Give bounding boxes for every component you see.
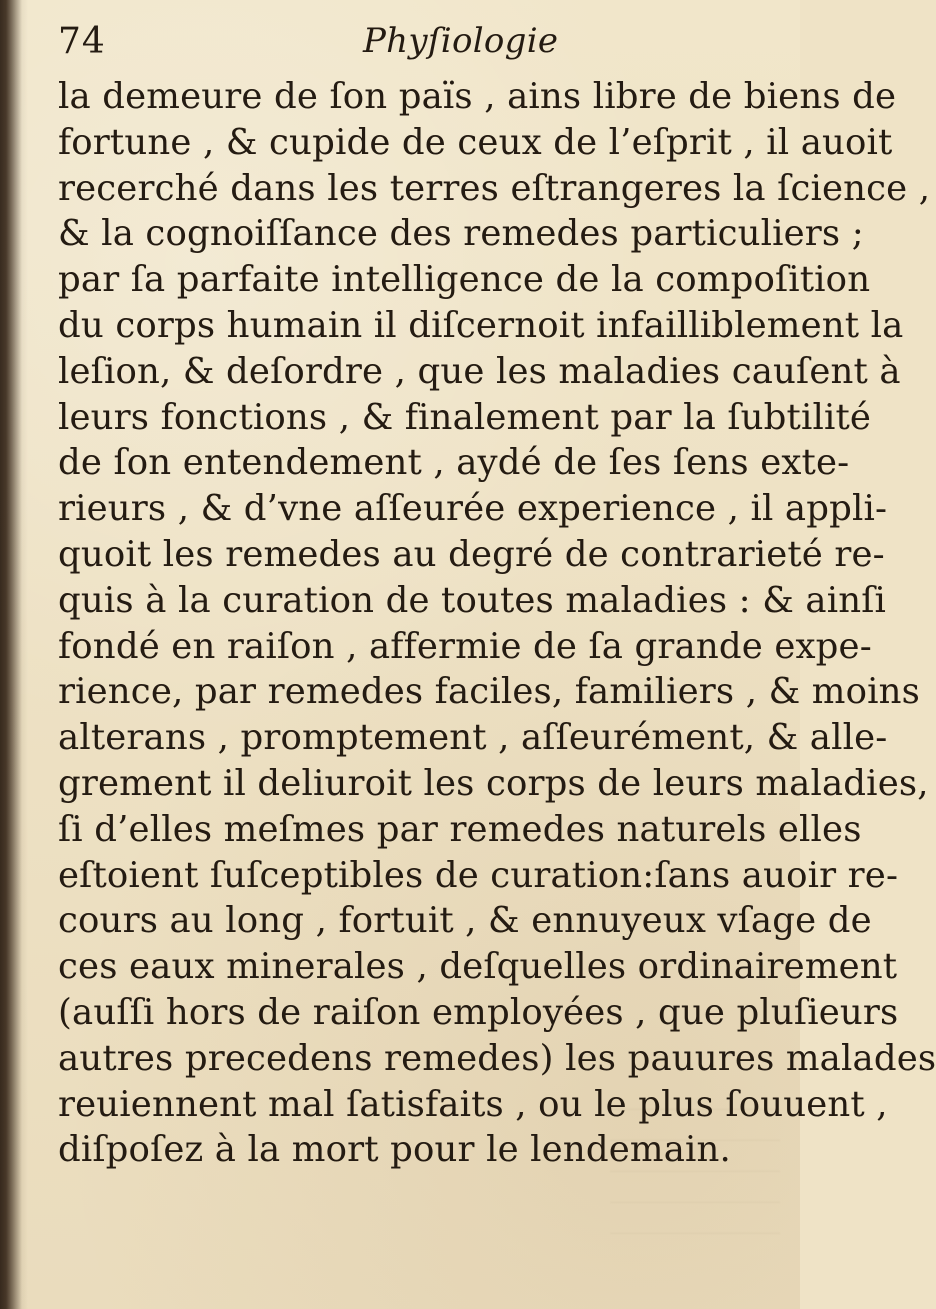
running-head: Phyſiologie	[363, 21, 559, 61]
text-line: de ſon entendement , aydé de ſes ſens exte-	[58, 442, 850, 484]
text-line: rieurs , & d’vne aſſeurée experience , il appli-	[58, 488, 888, 530]
text-line: (auſſi hors de raiſon employées , que pluſieurs	[58, 991, 899, 1033]
text-line: leurs fonctions , & finalement par la ſubtilité	[58, 396, 872, 438]
binding-gutter	[0, 0, 22, 1309]
text-line: ces eaux minerales , deſquelles ordinairement	[58, 946, 898, 988]
text-line: reuiennent mal ſatisfaits , ou le plus ſouuent ,	[58, 1083, 888, 1125]
body-text	[58, 74, 936, 1173]
text-line: autres precedens remedes) les pauures malades	[58, 1037, 936, 1079]
text-line: quoit les remedes au degré de contrarieté re-	[58, 533, 885, 575]
page-header	[58, 16, 768, 76]
text-line: rience, par remedes faciles, familiers , & moins	[58, 671, 921, 713]
text-line: fondé en raiſon , affermie de ſa grande expe-	[58, 625, 872, 667]
text-line: cours au long , fortuit , & ennuyeux vſage de	[58, 900, 872, 942]
text-line: fortune , & cupide de ceux de l’eſprit , il auoit	[58, 121, 893, 163]
text-line: recerché dans les terres eſtrangeres la ſcience ,	[58, 167, 931, 209]
text-line: par ſa parfaite intelligence de la compoſition	[58, 259, 871, 301]
text-line: & la cognoiſſance des remedes particuliers ;	[58, 213, 864, 255]
text-line: du corps humain il diſcernoit infailliblement la	[58, 304, 904, 346]
text-line: diſpoſez à la mort pour le lendemain.	[58, 1129, 731, 1171]
page-number: 74	[58, 21, 106, 62]
text-line: la demeure de ſon païs , ains libre de biens de	[58, 76, 897, 117]
bleed-through-texture	[610, 1080, 780, 1240]
text-line: ſi d’elles meſmes par remedes naturels elles	[58, 808, 862, 850]
text-line: alterans , promptement , aſſeurément, & alle-	[58, 717, 888, 759]
text-line: grement il deliuroit les corps de leurs maladies,	[58, 762, 929, 804]
text-line: eſtoient ſuſceptibles de curation:ſans auoir re-	[58, 854, 899, 896]
text-line: leſion, & deſordre , que les maladies cauſent à	[58, 350, 901, 392]
text-line: quis à la curation de toutes maladies : & ainſi	[58, 579, 887, 621]
